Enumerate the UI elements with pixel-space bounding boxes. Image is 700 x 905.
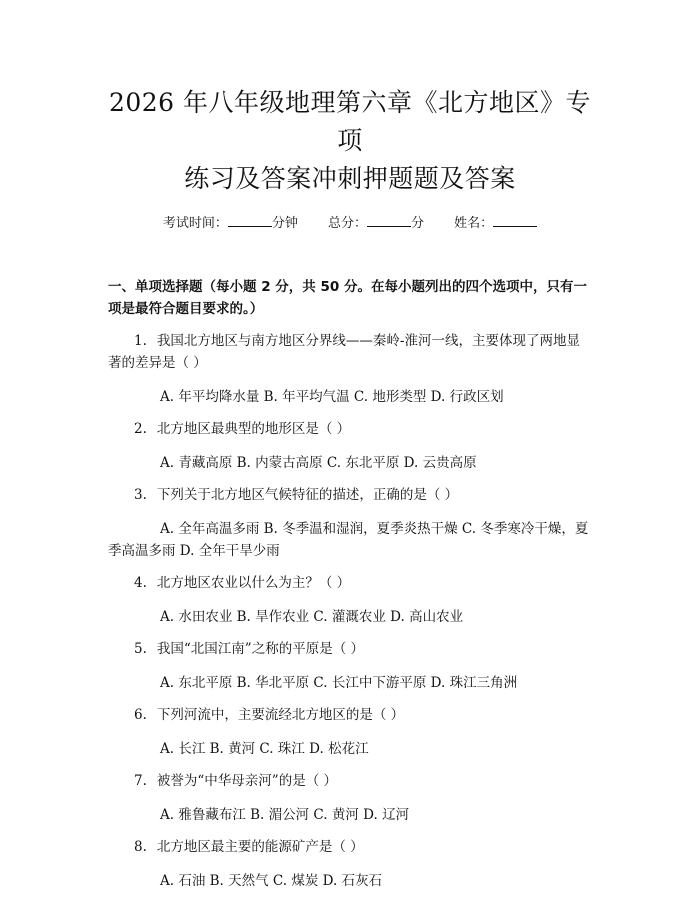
question-text: 我国北方地区与南方地区分界线——秦岭-淮河一线，主要体现了两地显著的差异是（ ） — [108, 333, 580, 371]
score-unit: 分 — [411, 216, 425, 231]
question-item — [108, 484, 592, 562]
question-text: 下列关于北方地区气候特征的描述，正确的是（ ） — [156, 487, 459, 503]
question-item — [108, 330, 592, 408]
time-blank — [228, 214, 272, 227]
question-stem — [108, 330, 592, 374]
question-stem — [108, 704, 592, 726]
score-label: 总分： — [327, 216, 367, 231]
exam-info — [108, 214, 592, 234]
question-number: 3. — [134, 487, 147, 503]
score-blank — [367, 214, 411, 227]
question-item — [108, 704, 592, 760]
question-text: 下列河流中，主要流经北方地区的是（ ） — [156, 707, 405, 723]
question-item — [108, 638, 592, 694]
question-options: A. 石油 B. 天然气 C. 煤炭 D. 石灰石 — [160, 873, 383, 889]
question-options: A. 雅鲁藏布江 B. 湄公河 C. 黄河 D. 辽河 — [160, 807, 410, 823]
question-number: 7. — [134, 773, 147, 789]
title-line-1: 2026 年八年级地理第六章《北方地区》专项 — [108, 88, 592, 155]
question-text: 北方地区最主要的能源矿产是（ ） — [156, 839, 364, 855]
question-stem — [108, 484, 592, 506]
name-label: 姓名： — [454, 216, 494, 231]
question-number: 8. — [134, 839, 147, 855]
question-options: A. 东北平原 B. 华北平原 C. 长江中下游平原 D. 珠江三角洲 — [160, 675, 518, 691]
question-item — [108, 836, 592, 892]
question-number: 1. — [134, 333, 147, 349]
question-stem — [108, 418, 592, 440]
question-options: A. 长江 B. 黄河 C. 珠江 D. 松花江 — [160, 741, 369, 757]
question-item — [108, 418, 592, 474]
question-number: 4. — [134, 575, 147, 591]
student-name — [454, 216, 537, 231]
total-score — [328, 216, 428, 231]
time-unit: 分钟 — [271, 216, 298, 231]
question-text: 被誉为“中华母亲河”的是（ ） — [156, 773, 337, 789]
exam-time — [163, 216, 302, 231]
question-number: 2. — [134, 421, 147, 437]
question-options: A. 青藏高原 B. 内蒙古高原 C. 东北平原 D. 云贵高原 — [160, 455, 477, 471]
question-options: A. 水田农业 B. 旱作农业 C. 灌溉农业 D. 高山农业 — [160, 609, 464, 625]
question-stem — [108, 836, 592, 858]
question-stem — [108, 572, 592, 594]
question-text: 我国“北国江南”之称的平原是（ ） — [156, 641, 364, 657]
question-item — [108, 770, 592, 826]
question-list — [108, 330, 592, 892]
title-line-2: 练习及答案冲刺押题题及答案 — [184, 164, 516, 193]
question-options: A. 全年高温多雨 B. 冬季温和湿润，夏季炎热干燥 C. 冬季寒冷干燥，夏季高温多雨 D. 全年干旱少雨 — [108, 521, 589, 559]
question-options: A. 年平均降水量 B. 年平均气温 C. 地形类型 D. 行政区划 — [160, 389, 504, 405]
question-stem — [108, 770, 592, 792]
question-stem — [108, 638, 592, 660]
question-text: 北方地区农业以什么为主？（ ） — [156, 575, 351, 591]
question-item — [108, 572, 592, 628]
page-title — [108, 0, 592, 198]
question-number: 6. — [134, 707, 147, 723]
time-label: 考试时间： — [162, 216, 228, 231]
question-number: 5. — [134, 641, 147, 657]
question-text: 北方地区最典型的地形区是（ ） — [156, 421, 351, 437]
section-heading: 一、单项选择题（每小题 2 分，共 50 分。在每小题列出的四个选项中，只有一项是最符合题目要求的。） — [108, 279, 587, 317]
name-blank — [493, 214, 537, 227]
